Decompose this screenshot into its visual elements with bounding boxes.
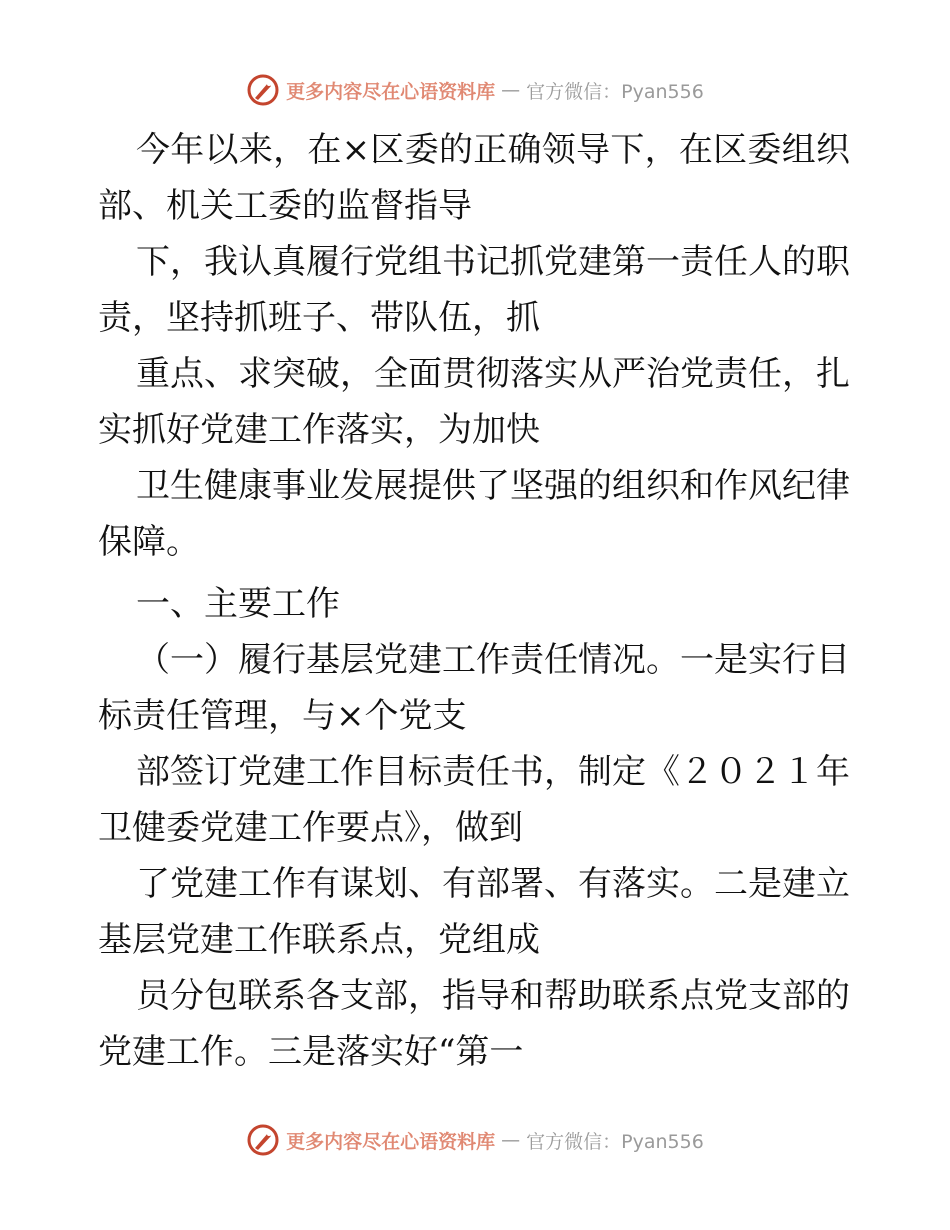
paragraph-7-line-1: 了党建工作有谋划、有部署、有落实。二是建立 <box>136 864 850 904</box>
banner-title: 更多内容尽在心语资料库 <box>286 1130 496 1153</box>
paragraph-7-line-2: 基层党建工作联系点，党组成 <box>98 920 540 960</box>
paragraph-6-line-1: 部签订党建工作目标责任书，制定《２０２１年 <box>136 752 850 792</box>
banner-wechat: 官方微信：Pyan556 <box>526 80 704 103</box>
banner-title: 更多内容尽在心语资料库 <box>286 80 496 103</box>
paragraph-6-line-2: 卫健委党建工作要点》，做到 <box>98 808 523 848</box>
banner-wechat: 官方微信：Pyan556 <box>526 1130 704 1153</box>
paragraph-5-line-1: （一）履行基层党建工作责任情况。一是实行目 <box>136 640 850 680</box>
footer-watermark-banner <box>0 1120 950 1160</box>
paragraph-1-line-2: 部、机关工委的监督指导 <box>98 186 472 226</box>
paragraph-1-line-1: 今年以来，在×区委的正确领导下，在区委组织 <box>136 130 850 170</box>
paragraph-2-line-2: 责，坚持抓班子、带队伍，抓 <box>98 298 540 338</box>
pen-logo-icon <box>246 1123 280 1157</box>
paragraph-8-line-2: 党建工作。三是落实好“第一 <box>98 1032 524 1072</box>
header-watermark-banner <box>0 70 950 110</box>
paragraph-8-line-1: 员分包联系各支部，指导和帮助联系点党支部的 <box>136 976 850 1016</box>
paragraph-4-line-2: 保障。 <box>98 522 200 562</box>
banner-dash: — <box>501 79 521 101</box>
paragraph-3-line-2: 实抓好党建工作落实，为加快 <box>98 410 540 450</box>
banner-dash: — <box>501 1129 521 1151</box>
paragraph-4-line-1: 卫生健康事业发展提供了坚强的组织和作风纪律 <box>136 466 850 506</box>
paragraph-2-line-1: 下，我认真履行党组书记抓党建第一责任人的职 <box>136 242 850 282</box>
paragraph-5-line-2: 标责任管理，与×个党支 <box>98 696 467 736</box>
section-heading: 一、主要工作 <box>136 584 340 624</box>
pen-logo-icon <box>246 73 280 107</box>
paragraph-3-line-1: 重点、求突破，全面贯彻落实从严治党责任，扎 <box>136 354 850 394</box>
